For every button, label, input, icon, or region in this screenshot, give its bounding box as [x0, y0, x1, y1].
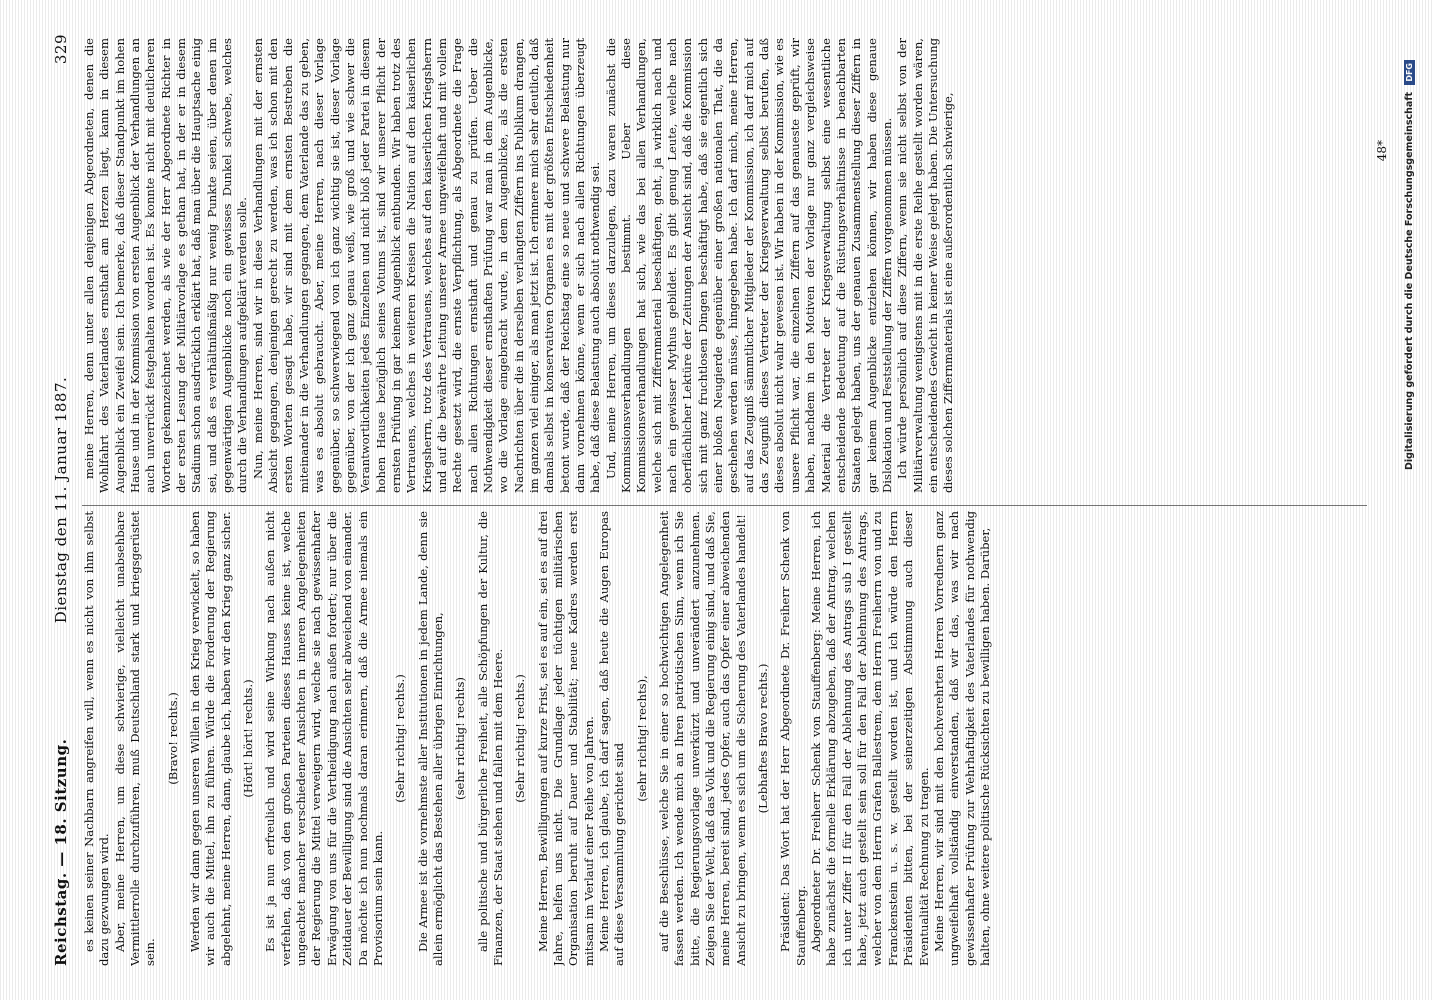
paragraph: Präsident: Das Wort hat der Herr Abgeordnete Dr. Freiherr Schenk von Stauffenberg.: [778, 511, 808, 966]
digitization-credit: [1404, 60, 1415, 940]
signature-mark: 48*: [1375, 140, 1389, 162]
paragraph: es keinen seiner Nachbarn angreifen will, wenn es nicht von ihm selbst dazu gezwungen wird.: [82, 511, 112, 966]
paragraph: auf die Beschlüsse, welche Sie in einer so hochwichtigen Angelegenheit fassen werden. Ich wende mich an Ihren patriotischen Sinn, wenn ich Sie bitte, die Regierungsvorlage unverkürzt und unverändert anzunehmen. Zeigen Sie der Welt, daß das Volk und die Regierung einig sind, und daß Sie, meine Herren, bereit sind, jedes Opfer, auch das Opfer einer abweichenden Ansicht zu bringen, wenn es sich um die Sicherung des Vaterlandes handelt!: [657, 511, 748, 966]
paragraph: (Sehr richtig! rechts.): [393, 674, 408, 803]
paragraph: (Sehr richtig! rechts.): [513, 674, 528, 803]
paragraph: Werden wir dann gegen unseren Willen in den Krieg verwickelt, so haben wir auch die Mittel, ihn zu führen. Würde die Forderung der Regierung abgelehnt, meine Herren, dann, glaube ich, haben wir den Krieg ganz sicher.: [188, 511, 233, 966]
page-number: 329: [52, 34, 70, 65]
paragraph: (Lebhaftes Bravo rechts.): [756, 663, 771, 814]
text-column-left: [82, 511, 1367, 966]
credit-text: Digitalisierung gefördert durch die Deutsche Forschungsgemeinschaft: [1404, 91, 1415, 470]
paragraph: alle politische und bürgerliche Freiheit, alle Schöpfungen der Kultur, die Finanzen, der Staat stehen und fallen mit dem Heere.: [475, 511, 505, 966]
paragraph: (Hört! hört! rechts.): [241, 679, 256, 798]
paragraph: Meine Herren, ich glaube, ich darf sagen, daß heute die Augen Europas auf diese Versammlung gerichtet sind: [596, 511, 627, 966]
paragraph: meine Herren, denn unter allen denjenigen Abgeordneten, denen die Wohlfahrt des Vaterlandes ernsthaft am Herzen liegt, kann in diesem Augenblick ein Zweifel sein. Ich bemerke, daß dieser Standpunkt im hohen Hause und in der Kommission von ersten Augenblick der Verhandlungen an auch unverrückt festgehalten worden ist. Es konnte nicht mit deutlicheren Worten gekennzeichnet werden, als wie der Herr Abgeordnete Richter in der ersten Lesung der Militärvorlage es gethan hat, in der er in diesem Stadium schon ausdrücklich erklärt hat, daß man über die Hauptsache einig sei, und daß es verhältnißmäßig nur wenig Punkte seien, über denen im gegenwärtigen Augenblicke noch ein gewisses Dunkel schwebe, welches durch die Verhandlungen aufgeklärt werden solle.: [82, 38, 250, 493]
header-session: Reichstag. — 18. Sitzung.: [52, 738, 70, 966]
paragraph: Nun, meine Herren, sind wir in diese Verhandlungen mit der ernsten Absicht gegangen, denjenigen gerecht zu werden, was ich schon mit den ersten Worten gesagt habe, wir sind mit dem ernsten Bestreben die miteinander in die Verhandlungen gegangen, dem Vaterlande das zu geben, was es absolut gebraucht. Aber, meine Herren, nach dieser Vorlage gegenüber, so schwerwiegend von ich ganz wichtig sie ist, dieser Vorlage gegenüber, von der ich ganz genau weiß, wie groß und wie schwer die Verantwortlichkeiten jedes Einzelnen und nicht bloß jeder Partei in diesem hohen Hause bezüglich seines Votums ist, sind wir unserer Pflicht der ernsten Prüfung in gar keinem Augenblick entbunden. Wir haben trotz des Vertrauens, welches in weiteren Kreisen die Nation auf den kaiserlichen Kriegsherrn, trotz des Vertrauens, welches auf den kaiserlichen Kriegsherrn und auf die bewährte Leitung unserer Armee ungweifelhaft und mit vollem Rechte gesetzt wird, die ernste Verpflichtung, als Abgeordnete die Frage nach allen Richtungen ernsthaft und genau zu prüfen. Ueber die Nothwendigkeit dieser ernsthaften Prüfung war man in dem Augenblicke, wo die Vorlage eingebracht wurde, in dem Augenblicke, als die ersten Nachrichten über die in derselben verlangten Ziffern ins Publikum drangen, im ganzen viel einiger, als man jetzt ist. Ich erinnere mich sehr deutlich, daß damals selbst in konservativen Organen es mit der größten Entschiedenheit betont wurde, daß der Reichstag eine so neue und schwere Belastung nur dann vornehmen könne, wenn er sich nach allen Richtungen überzeugt habe, daß diese Belastung auch absolut nothwendig sei.: [250, 38, 603, 493]
running-header: [48, 30, 76, 970]
paragraph: (Bravo! rechts.): [165, 692, 180, 785]
text-column-right: [82, 38, 1367, 493]
header-date: Dienstag den 11. Januar 1887.: [52, 376, 70, 624]
dfg-logo: DFG: [1404, 60, 1415, 85]
paragraph: Ich würde persönlich auf diese Ziffern, wenn sie nicht selbst von der Militärverwaltung wenigstens mit in die erste Reihe gestellt worden wären, ein entscheidendes Gewicht in keiner Weise gelegt haben. Die Untersuchung dieses solchen Ziffernmaterials ist eine außerordentlich schwierige,: [895, 38, 956, 493]
paragraph: (sehr richtig! rechts): [453, 677, 468, 800]
paragraph: Meine Herren, wir sind mit den hochverehrten Herren Vorrednern ganz ungweifelhaft vollständig einverstanden, daß wir das, was wir nach gewissenhafter Prüfung zur Wehrhaftigkeit des Vaterlandes für nothwendig halten, ohne weitere politische Rücksichten zu bewilligen haben. Darüber,: [931, 511, 992, 966]
paragraph: Aber, meine Herren, um diese schwierige, vielleicht unabsehbare Vermittlerrolle durchzuführen, muß Deutschland stark und kriegsgerüstet sein.: [112, 511, 158, 966]
paragraph: Meine Herren, Bewilligungen auf kurze Frist, sei es auf ein, sei es auf drei Jahre, helfen uns nicht. Die Grundlage jeder tüchtigen militärischen Organisation beruht auf Dauer und Stabilität; neue Kadres werden erst mitsam im Verlauf einer Reihe von Jahren.: [535, 511, 596, 966]
column-divider: [82, 505, 1367, 506]
paragraph: Die Armee ist die vornehmste aller Institutionen in jedem Lande, denn sie allein ermöglicht das Bestehen aller übrigen Einrichtungen,: [415, 511, 445, 966]
paragraph: Abgeordneter Dr. Freiherr Schenk von Stauffenberg: Meine Herren, ich habe zunächst die formelle Erklärung abzugeben, daß der Antrag, welchen ich unter Ziffer II für den Fall der Ablehnung des Antrags sub I gestellt habe, jetzt auch gestellt sein soll für den Fall der Ablehnung des Antrags, welcher von dem Herrn Grafen Ballestrem, dem Herrn Freiherrn von und zu Franckenstein u. s. w. gestellt worden ist, und ich würde den Herrn Präsidenten bitten, bei der seinerzeitigen Abstimmung auch dieser Eventualität Rechnung zu tragen.: [809, 511, 931, 966]
paragraph: (sehr richtig! rechts),: [634, 675, 649, 802]
paragraph: Und, meine Herren, um dieses darzulegen, dazu waren zunächst die Kommissionsverhandlungen bestimmt. Ueber diese Kommissionsverhandlungen hat sich, wie das bei allen Verhandlungen, welche sich mit Ziffernmaterial beschäftigen, geht, ja wirklich nach und nach ein gewisser Mythus gebildet. Es gibt genug Leute, welche nach oberflächlicher Lektüre der Zeitungen der Ansicht sind, daß die Kommission sich mit ganz fruchtlosen Dingen beschäftigt habe, daß sie eigentlich sich einer bloßen Neugierde gegenüber einer großen nationalen That, die da geschehen werden müsse, hingegeben habe. Ich darf mich, meine Herren, auf das Zeugniß sämmtlicher Mitglieder der Kommission, ich darf mich auf das Zeugniß dieses Vertreter der Kriegsverwaltung selbst berufen, daß dieses absolut nicht wahr gewesen ist. Wir haben in der Kommission, wie es unsere Pflicht war, die einzelnen Ziffern auf das genaueste geprüft, wir haben, nachdem in den Motiven der Vorlage nur ganz vergleichsweise Material die Vertreter der Kriegsverwaltung selbst eine wesentliche entscheidende Bedeutung auf die Rüstungsverhältnisse in benachbarten Staaten gelegt haben, uns der genauen Zusammenstellung dieser Ziffern in gar keinem Augenblicke entziehen können, wir haben diese genaue Dislokation und Feststellung der Ziffern vorgenommen müssen.: [603, 38, 894, 493]
paragraph: Es ist ja nun erfreulich und wird seine Wirkung nach außen nicht verfehlen, daß von den großen Parteien dieses Hauses keine ist, welche ungeachtet mancher verschiedener Ansichten in inneren Angelegenheiten der Regierung die Mittel verweigern wird, welche sie nach gewissenhafter Erwägung von uns für die Vertheidigung nach außen fordert; nur über die Zeitdauer der Bewilligung sind die Ansichten sehr abweichend von einander. Da möchte ich nun nochmals daran erinnern, daß die Armee niemals ein Provisorium sein kann.: [263, 511, 385, 966]
